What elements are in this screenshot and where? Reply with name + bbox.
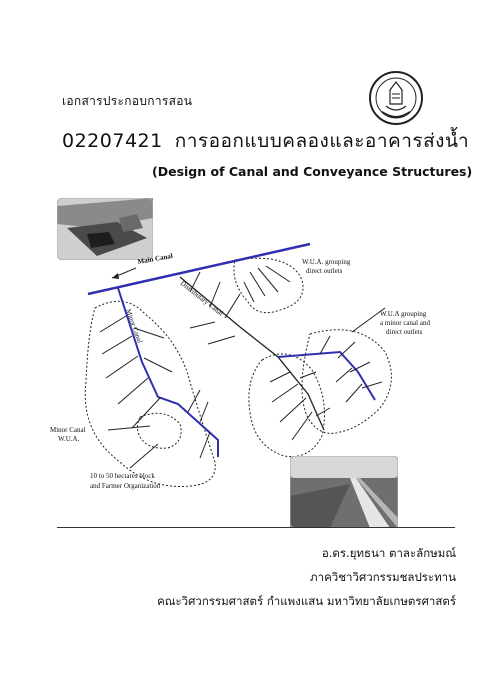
author-block [157,541,456,613]
distributary-canal-label: Distributary Canal [178,279,225,318]
wua-minor-label-line1: W.U.A grouping [380,310,427,318]
irrigation-canal-photo [290,456,398,528]
footer-divider [57,527,455,528]
author-faculty: คณะวิศวกรรมศาสตร์ กำแพงแสน มหาวิทยาลัยเกษตรศาสตร์ [157,594,456,608]
university-seal-logo [368,70,424,126]
wua-direct-label-line1: W.U.A. grouping [302,258,351,266]
author-name: อ.ดร.ยุทธนา ตาละลักษมณ์ [321,546,456,560]
author-department: ภาควิชาวิศวกรรมชลประทาน [310,570,456,584]
block-label-line2: and Farmer Organization [90,482,161,490]
wua-direct-label-line2: direct outlets [306,267,343,275]
minor-canal-label: Minor Canal [124,307,144,345]
minor-wua-label-line2: W.U.A. [58,435,80,443]
main-canal-label: Main Canal [136,251,174,266]
block-label-line1: 10 to 50 hectares block [90,472,155,480]
minor-wua-label-line1: Minor Canal [50,426,86,434]
course-title [62,126,469,156]
course-title-english: (Design of Canal and Conveyance Structures) [152,164,473,179]
document-type-label: เอกสารประกอบการสอน [62,94,193,108]
course-code: 02207421 [62,130,163,152]
wua-minor-label-line3: direct outlets [386,328,423,336]
wua-minor-label-line2: a minor canal and [380,319,430,327]
course-title-thai: การออกแบบคลองและอาคารส่งน้ำ [174,130,470,152]
